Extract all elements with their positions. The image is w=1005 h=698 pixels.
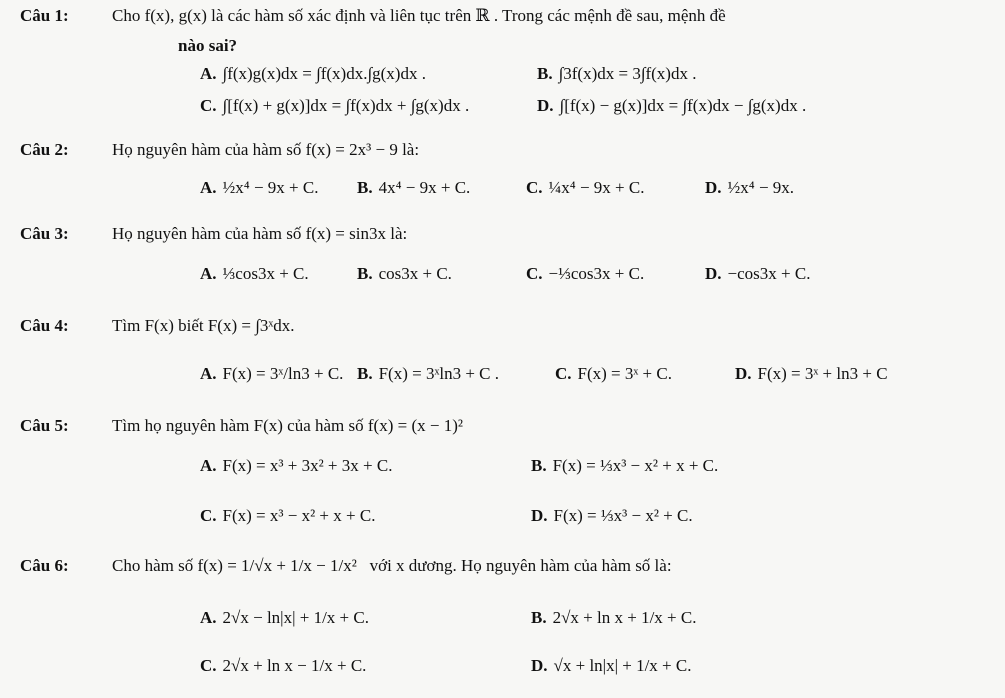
option-key: D. (531, 506, 548, 525)
option-text: ∫[f(x) + g(x)]dx = ∫f(x)dx + ∫g(x)dx . (222, 96, 470, 115)
option-key: C. (555, 364, 572, 383)
option-key: A. (200, 608, 217, 627)
option-text: −⅓cos3x + C. (548, 264, 645, 283)
option-key: C. (526, 264, 543, 283)
question-3 (20, 224, 407, 244)
option-text: ¼x⁴ − 9x + C. (548, 178, 645, 197)
question-label: Câu 5: (20, 416, 69, 435)
option-text: 2√x − ln|x| + 1/x + C. (222, 608, 369, 627)
question-label: Câu 1: (20, 6, 69, 25)
option-text: cos3x + C. (378, 264, 452, 283)
option-c[interactable] (526, 264, 644, 284)
option-key: B. (531, 608, 547, 627)
question-text: Họ nguyên hàm của hàm số f(x) = 2x³ − 9 là: (112, 140, 420, 159)
option-b[interactable] (357, 364, 499, 384)
option-text: F(x) = x³ − x² + x + C. (222, 506, 376, 525)
option-text: F(x) = ⅓x³ − x² + x + C. (552, 456, 719, 475)
question-text: với x dương. Họ nguyên hàm của hàm số là: (369, 556, 672, 575)
option-text: 2√x + ln x − 1/x + C. (222, 656, 367, 675)
option-text: ½x⁴ − 9x + C. (222, 178, 319, 197)
option-key: B. (537, 64, 553, 83)
option-key: B. (357, 364, 373, 383)
option-text: F(x) = x³ + 3x² + 3x + C. (222, 456, 393, 475)
option-a[interactable] (200, 264, 309, 284)
option-b[interactable] (357, 178, 470, 198)
question-text: Tìm họ nguyên hàm F(x) của hàm số f(x) = (x − 1)² (112, 416, 463, 435)
question-4 (20, 316, 295, 336)
option-text: F(x) = 3ˣ + C. (577, 364, 672, 383)
question-2 (20, 140, 419, 160)
option-text: F(x) = 3ˣ + ln3 + C (757, 364, 888, 383)
option-c[interactable] (200, 656, 366, 676)
option-c[interactable] (200, 506, 375, 526)
option-d[interactable] (537, 96, 806, 116)
option-text: √x + ln|x| + 1/x + C. (553, 656, 692, 675)
option-b[interactable] (531, 608, 696, 628)
question-label: Câu 2: (20, 140, 69, 159)
question-text: Cho f(x), g(x) là các hàm số xác định và liên tục trên ℝ . Trong các mệnh đề sau, mệnh đề (112, 6, 726, 25)
option-text: F(x) = 3ˣln3 + C . (378, 364, 500, 383)
question-5 (20, 416, 463, 436)
question-1 (20, 6, 726, 26)
option-text: 4x⁴ − 9x + C. (378, 178, 471, 197)
question-label: Câu 4: (20, 316, 69, 335)
option-key: A. (200, 364, 217, 383)
question-label: Câu 3: (20, 224, 69, 243)
option-key: D. (531, 656, 548, 675)
option-text: ∫f(x)g(x)dx = ∫f(x)dx.∫g(x)dx . (222, 64, 426, 83)
option-a[interactable] (200, 178, 318, 198)
option-text: F(x) = ⅓x³ − x² + C. (553, 506, 693, 525)
option-d[interactable] (531, 506, 693, 526)
option-d[interactable] (531, 656, 691, 676)
option-c[interactable] (555, 364, 672, 384)
option-d[interactable] (735, 364, 888, 384)
option-key: D. (735, 364, 752, 383)
option-key: A. (200, 264, 217, 283)
question-text: Tìm F(x) biết F(x) = ∫3ˣdx. (112, 316, 295, 335)
option-c[interactable] (200, 96, 469, 116)
option-c[interactable] (526, 178, 644, 198)
option-b[interactable] (531, 456, 718, 476)
option-text: −cos3x + C. (727, 264, 811, 283)
option-key: C. (200, 506, 217, 525)
option-text: ∫[f(x) − g(x)]dx = ∫f(x)dx − ∫g(x)dx . (559, 96, 807, 115)
option-key: D. (705, 178, 722, 197)
option-key: A. (200, 178, 217, 197)
option-a[interactable] (200, 608, 369, 628)
option-d[interactable] (705, 264, 810, 284)
option-text: 2√x + ln x + 1/x + C. (552, 608, 697, 627)
question-text-cont: nào sai? (178, 36, 238, 55)
option-text: ⅓cos3x + C. (222, 264, 309, 283)
option-key: C. (200, 656, 217, 675)
option-text: ∫3f(x)dx = 3∫f(x)dx . (558, 64, 697, 83)
question-formula: Cho hàm số f(x) = 1/√x + 1/x − 1/x² (112, 556, 357, 575)
option-key: D. (705, 264, 722, 283)
option-text: ½x⁴ − 9x. (727, 178, 795, 197)
question-6 (20, 556, 672, 576)
option-key: B. (357, 264, 373, 283)
option-key: B. (357, 178, 373, 197)
option-a[interactable] (200, 456, 392, 476)
option-key: A. (200, 64, 217, 83)
option-key: C. (200, 96, 217, 115)
option-text: F(x) = 3ˣ/ln3 + C. (222, 364, 344, 383)
question-label: Câu 6: (20, 556, 69, 575)
option-b[interactable] (537, 64, 696, 84)
option-key: C. (526, 178, 543, 197)
question-text: Họ nguyên hàm của hàm số f(x) = sin3x là: (112, 224, 408, 243)
option-key: B. (531, 456, 547, 475)
option-a[interactable] (200, 364, 343, 384)
option-key: D. (537, 96, 554, 115)
option-key: A. (200, 456, 217, 475)
option-b[interactable] (357, 264, 452, 284)
option-d[interactable] (705, 178, 794, 198)
option-a[interactable] (200, 64, 426, 84)
